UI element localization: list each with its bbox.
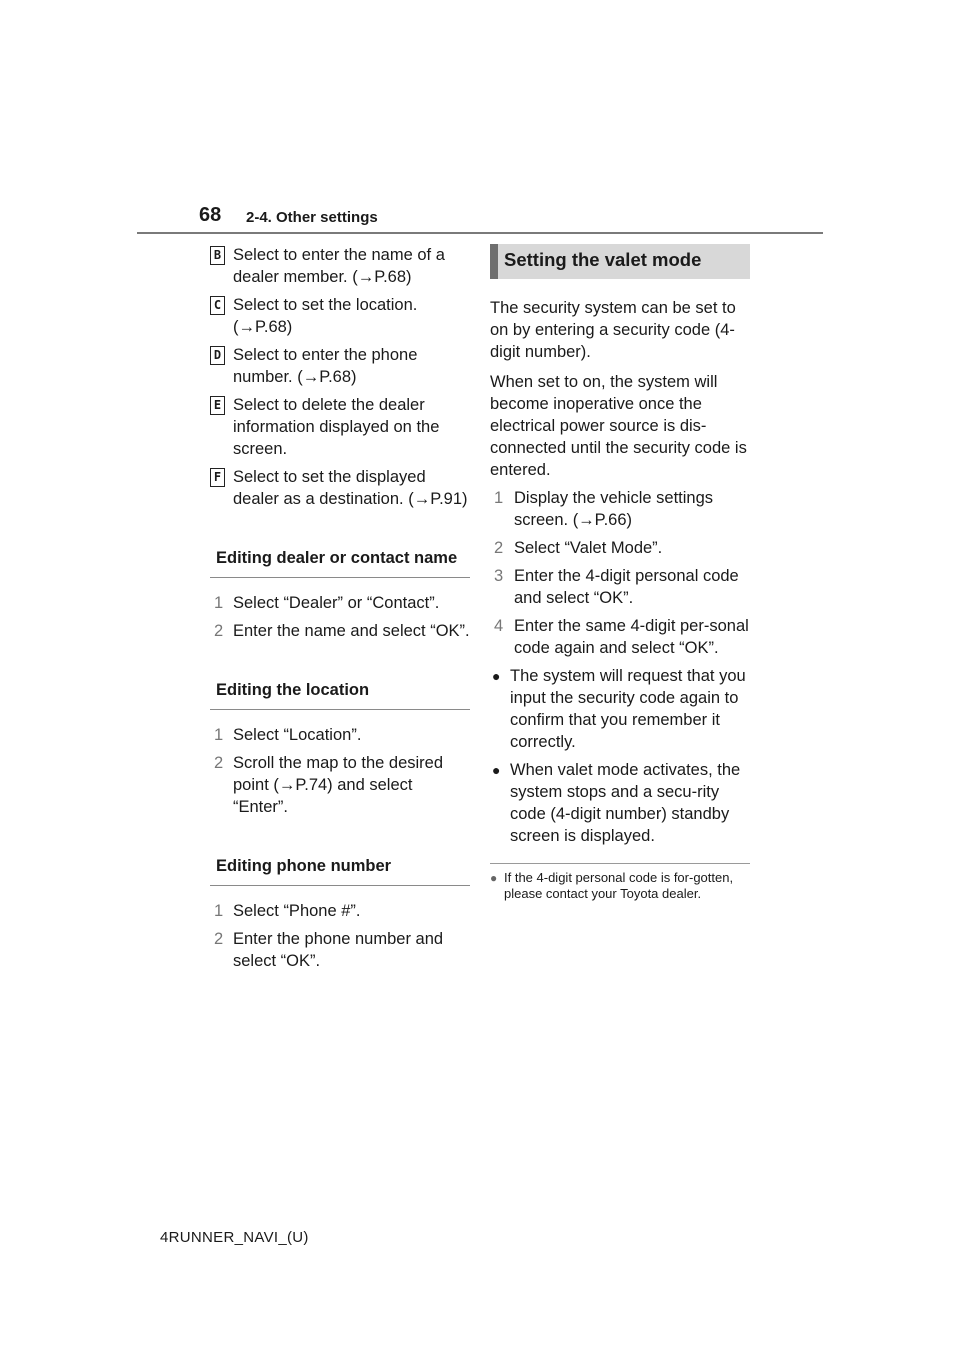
paragraph: When set to on, the system will become inoperative once the electrical power source is dis-connected until the security code is entered.: [490, 373, 747, 479]
step-text: Enter the name and select “OK”.: [233, 622, 470, 640]
step-number: 2: [494, 539, 504, 557]
letter-item-e: [210, 394, 470, 460]
footer-manual-id: 4RUNNER_NAVI_(U): [160, 1229, 309, 1246]
bullet-item: [490, 665, 750, 753]
left-column: [210, 244, 470, 972]
header-rule: [137, 232, 823, 234]
step: [210, 592, 470, 614]
step: [210, 724, 470, 746]
right-column: [490, 244, 750, 902]
step-number: 1: [214, 902, 224, 920]
step: [490, 487, 750, 531]
note-circle-icon: ●: [490, 871, 498, 885]
bullet-dot-icon: ●: [492, 668, 501, 684]
note-divider: [490, 863, 750, 864]
note: [490, 870, 750, 902]
step-number: 4: [494, 617, 504, 635]
bullet-item: [490, 759, 750, 847]
letter-item-text: Select to enter the phone number. (→P.68): [233, 346, 418, 386]
step: [490, 615, 750, 659]
step: [210, 620, 470, 642]
step-number: 2: [214, 622, 224, 640]
step-text: Select “Dealer” or “Contact”.: [233, 594, 440, 612]
step: [210, 900, 470, 922]
step-number: 1: [214, 594, 224, 612]
step: [210, 928, 470, 972]
step-number: 1: [214, 726, 224, 744]
section-banner-valet-mode: Setting the valet mode: [490, 244, 750, 279]
page-number: 68: [199, 204, 222, 226]
subheading-editing-location: Editing the location: [210, 666, 470, 710]
letter-item-b: [210, 244, 470, 288]
letter-item-c: [210, 294, 470, 338]
step-text: Enter the phone number and select “OK”.: [233, 930, 444, 970]
section-title: 2-4. Other settings: [246, 209, 378, 226]
step-number: 2: [214, 930, 224, 948]
bullet-text: The system will request that you input the security code again to confirm that you remember it correctly.: [510, 667, 746, 751]
steps-editing-location: [210, 710, 470, 818]
step-number: 1: [494, 489, 504, 507]
letter-b-box: B: [210, 246, 225, 265]
step-number: 3: [494, 567, 504, 585]
step: [210, 752, 470, 818]
step-text: Enter the same 4-digit per-sonal code again and select “OK”.: [514, 617, 749, 657]
letter-item-f: [210, 466, 470, 510]
letter-item-d: [210, 344, 470, 388]
paragraph: The security system can be set to on by entering a security code (4-digit number).: [490, 299, 736, 361]
subheading-editing-name: Editing dealer or contact name: [210, 534, 470, 578]
letter-f-box: F: [210, 468, 225, 487]
step-text: Select “Phone #”.: [233, 902, 361, 920]
letter-item-text: Select to delete the dealer information displayed on the screen.: [233, 396, 440, 458]
step-text: Select “Valet Mode”.: [514, 539, 663, 557]
letter-item-text: Select to set the displayed dealer as a destination. (→P.91): [233, 468, 468, 508]
step-text: Enter the 4-digit personal code and select “OK”.: [514, 567, 739, 607]
bullet-dot-icon: ●: [492, 762, 501, 778]
step-text: Select “Location”.: [233, 726, 362, 744]
step-text: Scroll the map to the desired point (→P.74) and select “Enter”.: [233, 754, 444, 816]
letter-item-text: Select to set the location. (→P.68): [233, 296, 418, 336]
step-number: 2: [214, 754, 224, 772]
letter-c-box: C: [210, 296, 225, 315]
bullet-text: When valet mode activates, the system stops and a secu-rity code (4-digit number) standby screen is displayed.: [510, 761, 741, 845]
step-text: Display the vehicle settings screen. (→P.66): [514, 489, 714, 529]
step: [490, 537, 750, 559]
letter-e-box: E: [210, 396, 225, 415]
note-text: If the 4-digit personal code is for-gotten, please contact your Toyota dealer.: [504, 870, 734, 901]
letter-d-box: D: [210, 346, 225, 365]
subheading-editing-phone: Editing phone number: [210, 842, 470, 886]
letter-item-text: Select to enter the name of a dealer member. (→P.68): [233, 246, 445, 286]
steps-editing-phone: [210, 886, 470, 972]
step: [490, 565, 750, 609]
steps-editing-name: [210, 578, 470, 642]
